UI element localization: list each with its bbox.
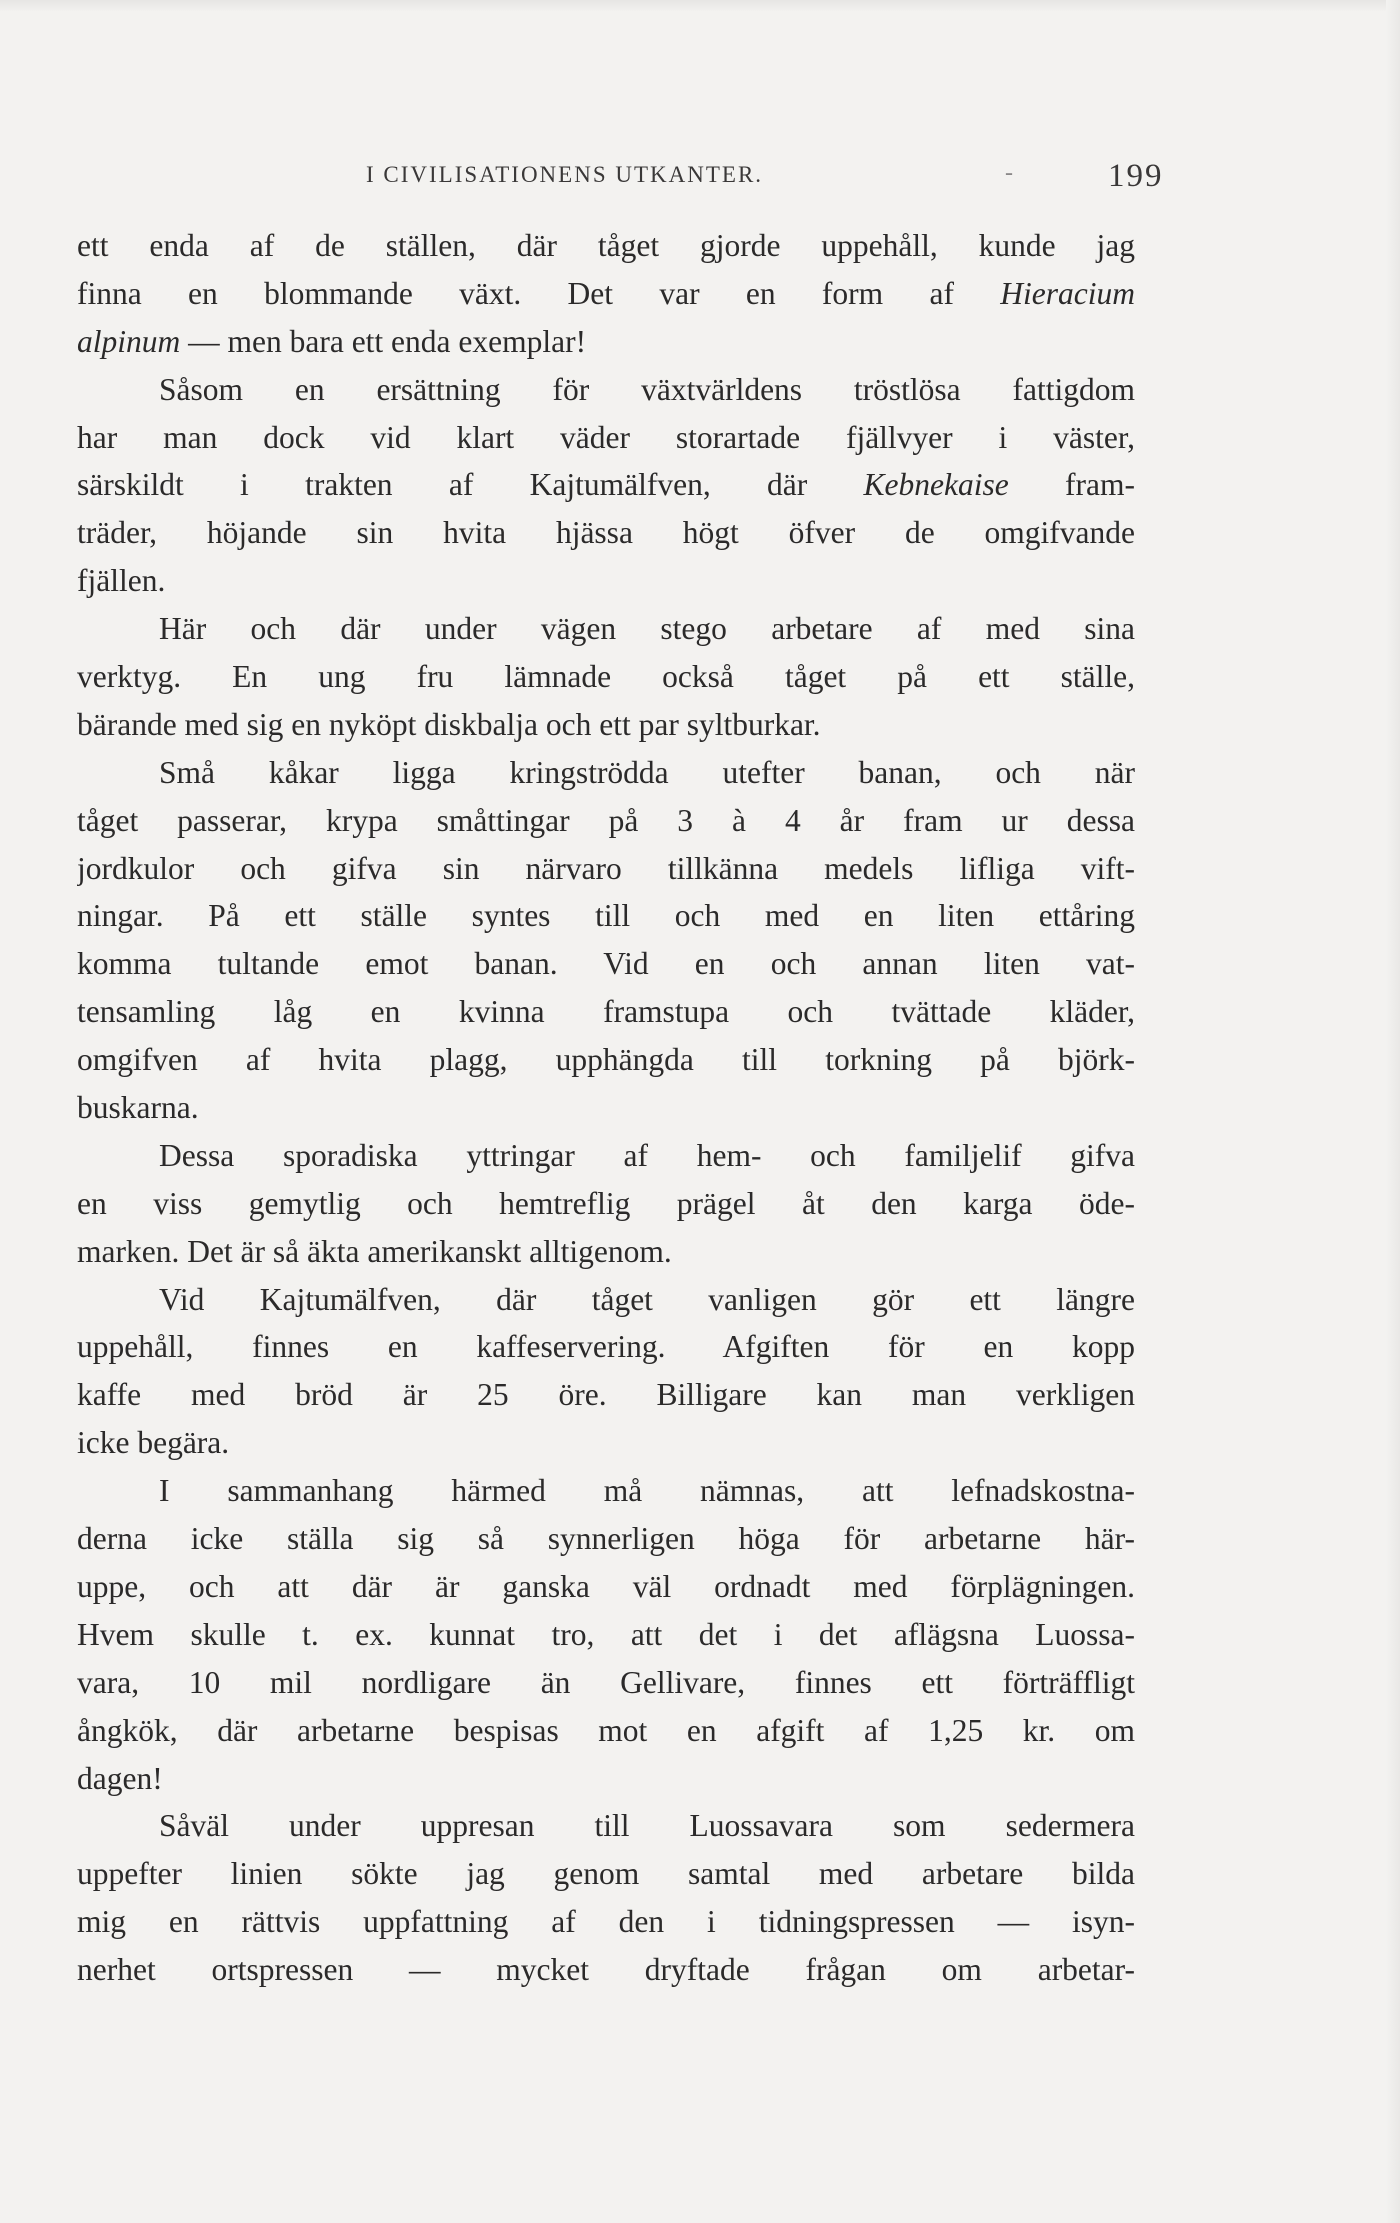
text-line: jordkulor och gifva sin närvaro tillkänna medels lifliga vift- — [77, 850, 1135, 886]
italic-text: Kebnekaise — [863, 467, 1009, 503]
text-line: Små kåkar ligga kringströdda utefter banan, och när — [159, 754, 1135, 790]
running-title: I CIVILISATIONENS UTKANTER. — [366, 162, 764, 187]
text-line: verktyg. En ung fru lämnade också tåget på ett ställe, — [77, 659, 1135, 695]
text-line: uppefter linien sökte jag genom samtal med arbetare bilda — [77, 1856, 1135, 1892]
text-line: en viss gemytlig och hemtreflig prägel åt den karga öde- — [77, 1185, 1135, 1221]
text-line: kaffe med bröd är 25 öre. Billigare kan man verkligen — [77, 1377, 1135, 1413]
text-line: fjällen. — [77, 563, 166, 599]
italic-text: alpinum — [77, 323, 181, 359]
text-line: Här och där under vägen stego arbetare af med sina — [159, 611, 1135, 647]
text-line: buskarna. — [77, 1090, 199, 1126]
text-line: tensamling låg en kvinna framstupa och tvättade kläder, — [77, 994, 1135, 1030]
text-line: Dessa sporadiska yttringar af hem- och familjelif gifva — [159, 1137, 1135, 1173]
text-line: uppe, och att där är ganska väl ordnadt med förplägningen. — [77, 1568, 1135, 1604]
text-line: Vid Kajtumälfven, där tåget vanligen gör ett längre — [159, 1281, 1135, 1317]
text-line: ett enda af de ställen, där tåget gjorde uppehåll, kunde jag — [77, 228, 1135, 263]
text-line: mig en rättvis uppfattning af den i tidningspressen — isyn- — [77, 1904, 1135, 1940]
text-line: ningar. På ett ställe syntes till och med en liten ettåring — [77, 898, 1135, 934]
text-line: dagen! — [77, 1760, 163, 1796]
text-line: icke begära. — [77, 1425, 230, 1461]
text-line — [77, 318, 1135, 366]
text-line: bärande med sig en nyköpt diskbalja och ett par syltburkar. — [77, 706, 821, 742]
running-dash: - — [1005, 160, 1013, 186]
text-segment: fram- — [1008, 467, 1135, 503]
text-line: derna icke ställa sig så synnerligen höga för arbetarne här- — [77, 1521, 1135, 1557]
text-line: har man dock vid klart väder storartade fjällvyer i väster, — [77, 419, 1135, 455]
text-line: Såsom en ersättning för växtvärldens tröstlösa fattigdom — [159, 371, 1135, 407]
text-line: tåget passerar, krypa småttingar på 3 à 4 år fram ur dessa — [77, 802, 1135, 838]
text-line: ångkök, där arbetarne bespisas mot en afgift af 1,25 kr. om — [77, 1712, 1135, 1748]
running-header — [0, 158, 1400, 198]
text-line: träder, höjande sin hvita hjässa högt öfver de omgifvande — [77, 515, 1135, 551]
text-line: vara, 10 mil nordligare än Gellivare, finnes ett förträffligt — [77, 1664, 1135, 1700]
text-line — [77, 270, 1135, 318]
body-text — [77, 222, 1135, 1994]
page-top-edge — [0, 0, 1400, 12]
text-line: komma tultande emot banan. Vid en och annan liten vat- — [77, 946, 1135, 982]
text-line: Hvem skulle t. ex. kunnat tro, att det i det aflägsna Luossa- — [77, 1616, 1135, 1652]
text-line: Såväl under uppresan till Luossavara som sedermera — [159, 1808, 1135, 1844]
text-segment: särskildt i trakten af Kajtumälfven, där — [77, 467, 864, 503]
text-line: I sammanhang härmed må nämnas, att lefnadskostna- — [159, 1473, 1135, 1509]
italic-text: Hieracium — [1000, 275, 1135, 311]
text-line: uppehåll, finnes en kaffeservering. Afgiften för en kopp — [77, 1329, 1135, 1365]
text-line: omgifven af hvita plagg, upphängda till torkning på björk- — [77, 1042, 1135, 1078]
text-line: marken. Det är så äkta amerikanskt alltigenom. — [77, 1233, 672, 1269]
page-edge-shadow — [1386, 0, 1400, 2223]
text-line — [77, 461, 1135, 509]
text-line: nerhet ortspressen — mycket dryftade frågan om arbetar- — [77, 1952, 1135, 1988]
page-number: 199 — [1108, 158, 1164, 194]
text-segment: finna en blommande växt. Det var en form af — [77, 275, 1001, 311]
text-segment: — men bara ett enda exemplar! — [180, 323, 587, 359]
